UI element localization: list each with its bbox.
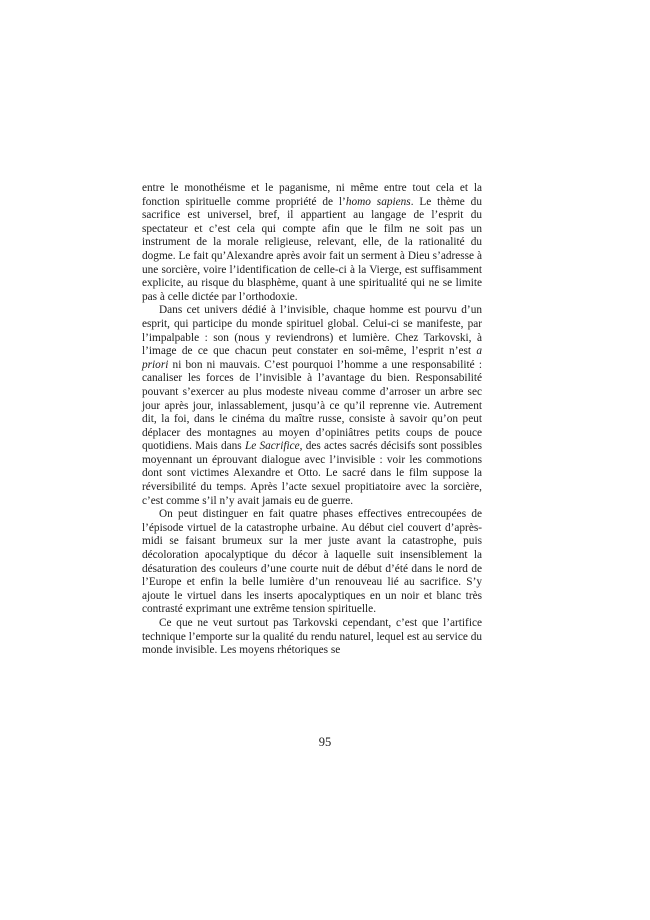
text-run: , des actes sacrés décisifs sont possibles moyennant un éprouvant dialogue avec l’invisible : voir les commotions dont sont victimes Alexandre et Otto. Le sacré dans le film suppose la réversibilité du temps. Après l’acte sexuel propitiatoire avec la sorcière, c’est comme s’il n’y avait jamais eu de guerre. (142, 440, 482, 507)
text-run: On peut distinguer en fait quatre phases effectives entrecoupées de l’épisode virtuel de la catastrophe urbaine. Au début ciel couvert d’après-midi se faisant brumeux sur la mer juste avant la catastrophe, puis décoloration apocalyptique du décor à laquelle suit insensiblement la désaturation des couleurs d’une courte nuit de début d’été dans le nord de l’Europe et enfin la belle lumière d’un renouveau lié au sacrifice. S’y ajoute le virtuel dans les inserts apocalyptiques en un noir et blanc très contrasté exprimant une extrême tension spirituelle. (142, 508, 482, 616)
text-run: Ce que ne veut surtout pas Tarkovski cependant, c’est que l’artifice technique l’emporte sur la qualité du rendu naturel, lequel est au service du monde invisible. Les moyens rhétoriques se (142, 617, 482, 657)
paragraph-4 (142, 617, 482, 658)
italic-run: homo sapiens (345, 195, 411, 208)
page-number: 95 (318, 735, 332, 749)
text-run: entre le monothéisme et le paganisme, ni même entre tout cela et la fonction spirituelle comme propriété de l’ (142, 182, 482, 208)
italic-run: a priori (142, 345, 482, 371)
text-run: ni bon ni mauvais. C’est pourquoi l’homme a une responsabilité : canaliser les forces de l’invisible à l’avantage du bien. Responsabilité pouvant s’exercer au plus modeste niveau comme d’arroser un arbre sec jour après jour, inlassablement, jusqu’à ce qu’il reprenne vie. Autrement dit, la foi, dans le cinéma du maître russe, consiste à savoir qu’on peut déplacer des montagnes au moyen d’opiniâtres petits coups de pouce quotidiens. Mais dans (142, 358, 482, 453)
body-text (142, 182, 482, 658)
text-run: Dans cet univers dédié à l’invisible, chaque homme est pourvu d’un esprit, qui participe du monde spirituel global. Celui-ci se manifeste, par l’impalpable : son (nous y reviendrons) et lumière. Chez Tarkovski, à l’image de ce que chacun peut constater en soi-même, l’esprit n’est (142, 304, 482, 358)
italic-run: Le Sacrifice (244, 440, 300, 453)
text-run: . Le thème du sacrifice est universel, bref, il appartient au langage de l’esprit du spectateur et c’est cela qui compte afin que le film ne soit pas un instrument de la morale religieuse, relevant, elle, de la rationalité du dogme. Le fait qu’Alexandre après avoir fait un serment à Dieu s’adresse à une sorcière, voire l’identification de celle-ci à la Vierge, est suffisamment explicite, au risque du blasphème, quant à une spiritualité qui ne se limite pas à celle dictée par l’orthodoxie. (142, 195, 482, 303)
paragraph-2 (142, 304, 482, 508)
paragraph-3 (142, 508, 482, 617)
paragraph-1 (142, 182, 482, 304)
